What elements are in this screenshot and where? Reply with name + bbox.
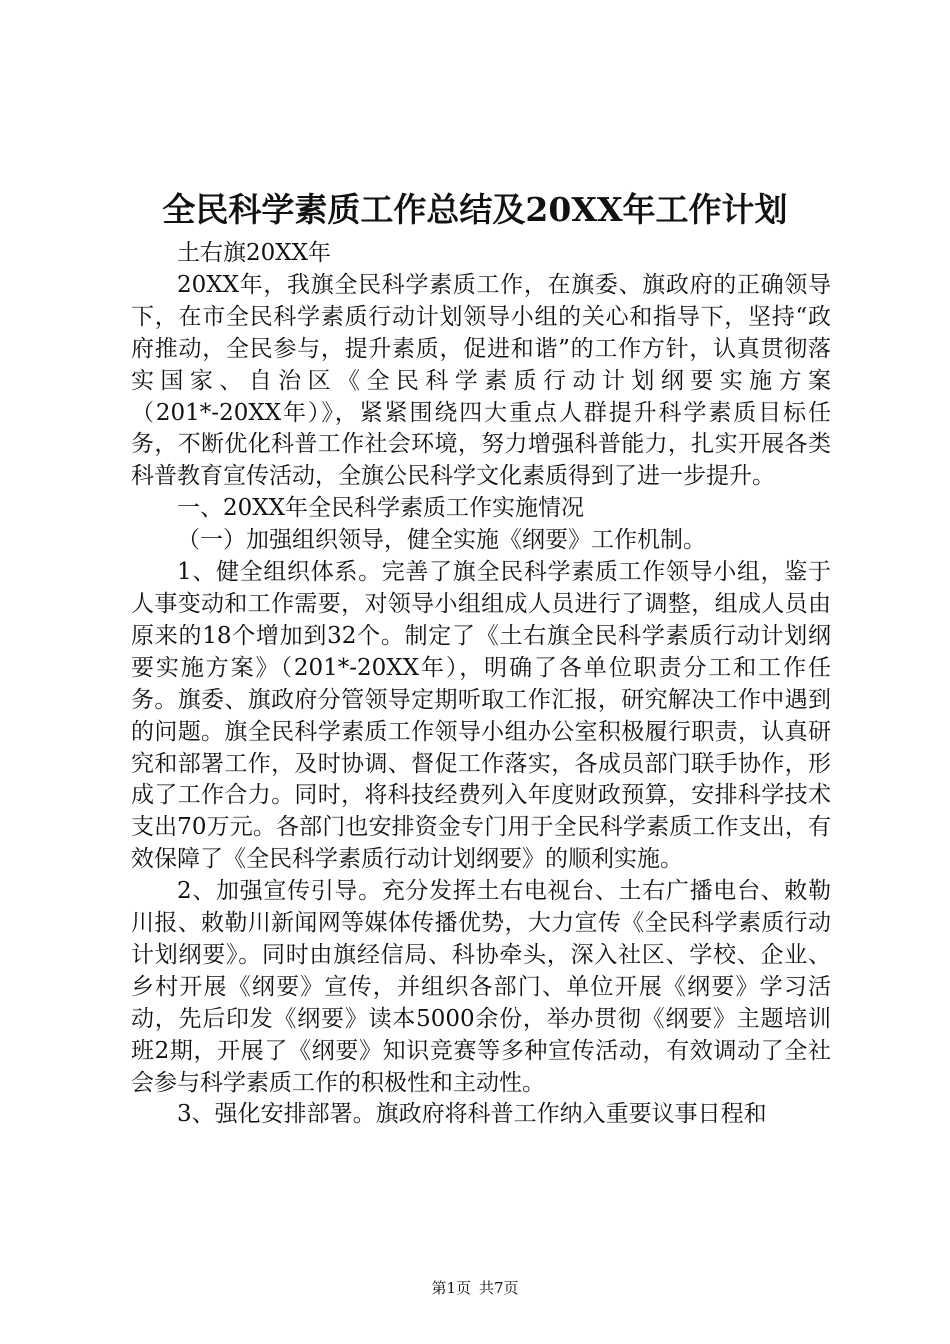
- body-paragraph: 3、强化安排部署。旗政府将科普工作纳入重要议事日程和: [177, 1101, 767, 1128]
- subsection-heading: （一）加强组织领导，健全实施《纲要》工作机制。: [177, 527, 706, 554]
- body-paragraph: 1、健全组织体系。完善了旗全民科学素质工作领导小组，鉴于人事变动和工作需要，对领导小组组成人员进行了调整，组成人员由原来的18个增加到32个。制定了《土右旗全民科学素质行动计划纲要实施方案》（201*-20XX年），明确了各单位职责分工和工作任务。旗委、旗政府分管领导定期听取工作汇报，研究解决工作中遇到的问题。旗全民科学素质工作领导小组办公室积极履行职责，认真研究和部署工作，及时协调、督促工作落实，各成员部门联手协作，形成了工作合力。同时，将科技经费列入年度财政预算，安排科学技术支出70万元。各部门也安排资金专门用于全民科学素质工作支出，有效保障了《全民科学素质行动计划纲要》的顺利实施。: [131, 559, 831, 873]
- document-title: 全民科学素质工作总结及20XX年工作计划: [162, 190, 788, 229]
- body-paragraph: 2、加强宣传引导。充分发挥土右电视台、土右广播电台、敕勒川报、敕勒川新闻网等媒体传播优势，大力宣传《全民科学素质行动计划纲要》。同时由旗经信局、科协牵头，深入社区、学校、企业、乡村开展《纲要》宣传，并组织各部门、单位开展《纲要》学习活动，先后印发《纲要》读本5000余份，举办贯彻《纲要》主题培训班2期，开展了《纲要》知识竞赛等多种宣传活动，有效调动了全社会参与科学素质工作的积极性和主动性。: [131, 878, 831, 1096]
- subtitle-paragraph: 土右旗20XX年: [177, 240, 332, 266]
- document-body: [131, 238, 831, 1131]
- page-total: 共7页: [479, 1279, 519, 1297]
- page-number: 第1页: [431, 1279, 471, 1297]
- page-footer: [0, 1278, 950, 1298]
- intro-paragraph: 20XX年，我旗全民科学素质工作，在旗委、旗政府的正确领导下，在市全民科学素质行动计划领导小组的关心和指导下，坚持“政府推动，全民参与，提升素质，促进和谐”的工作方针，认真贯彻落实国家、自治区《全民科学素质行动计划纲要实施方案（201*-20XX年）》，紧紧围绕四大重点人群提升科学素质目标任务，不断优化科普工作社会环境，努力增强科普能力，扎实开展各类科普教育宣传活动，全旗公民科学文化素质得到了进一步提升。: [131, 271, 831, 490]
- section-heading: 一、20XX年全民科学素质工作实施情况: [177, 495, 585, 522]
